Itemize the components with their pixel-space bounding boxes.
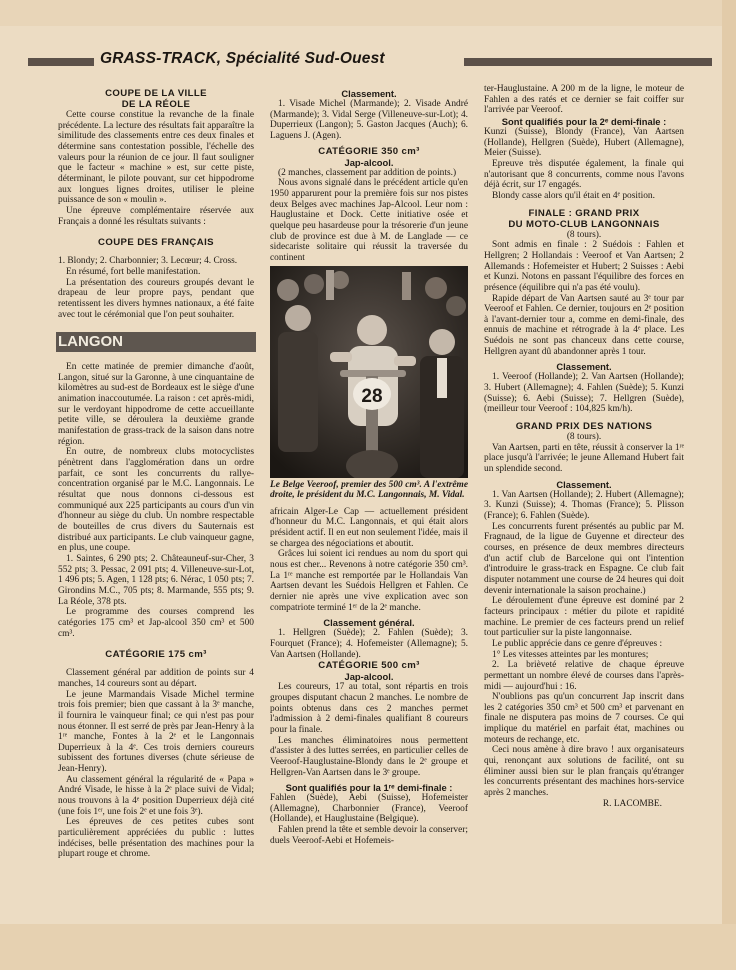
race-photo bbox=[270, 266, 468, 478]
paragraph: En cette matinée de premier dimanche d'août, Langon, situé sur la Garonne, à une cinquantaine de kilomètres au sud-est de Bordeaux est le siège d'une animation inaccoutumée. La raison : cet après-midi, sur le verdoyant hippodrome de cette accueillante petite ville, se déroulera la deuxième grande manifestation de grass-track de la saison dans notre région. bbox=[58, 362, 254, 447]
results-coupe: 1. Blondy; 2. Charbonnier; 3. Lecœur; 4. Cross. bbox=[58, 256, 238, 267]
results-175: 1. Visade Michel (Marmande); 2. Visade André (Marmande); 3. Vidal Serge (Villeneuve-sur-Lot); 4. Duperrieux (Langon); 5. Gaston Jacques (Auch); 6. Laguens J. (Agen). bbox=[270, 99, 468, 141]
section-heading-coupe: COUPE DES FRANÇAIS bbox=[98, 237, 214, 249]
results-finale: 1. Veeroof (Hollande); 2. Van Aartsen (Hollande); 3. Hubert (Allemagne); 4. Fahlen (Suède); 5. Kunzi (Suisse); 6. Aebi (Suisse); 7. Hellgren (Suède), (meilleur tour Veeroof : 104,825 km/h). bbox=[484, 372, 684, 415]
page-bottom-margin bbox=[0, 924, 736, 970]
column-2 bbox=[270, 84, 468, 846]
results-demi-finale-1: Fahlen (Suède), Aebi (Suisse), Hofemeister (Allemagne), Charbonnier (France), Veeroof (Hollande), et Hauglustaine (Belgique). bbox=[270, 793, 468, 825]
paragraph: Le public apprécie dans ce genre d'épreuves : bbox=[492, 638, 663, 649]
paragraph: Les manches éliminatoires nous permettent d'assister à des luttes serrées, en particulier celles de Veeroof-Hauglustaine-Blondy dans le 2ᵉ groupe et Hellgren-Van Aartsen dans le 3ᵉ groupe. bbox=[270, 735, 468, 778]
subheading-demi-finale-1: Sont qualifiés pour la 1ʳᵉ demi-finale : bbox=[285, 782, 453, 794]
column-1 bbox=[58, 84, 254, 860]
paragraph: Les coureurs, 17 au total, sont répartis en trois groupes disputant chacun 2 manches. Le nombre de points obtenus dans ces 2 manches permet l'admission à 2 demi-finales qualifiant 8 coureurs pour la finale. bbox=[270, 682, 468, 735]
paragraph: Blondy casse alors qu'il était en 4ᵉ position. bbox=[492, 190, 655, 201]
subheading-classement-finale: Classement. bbox=[556, 361, 612, 373]
section-heading-cat500: CATÉGORIE 500 cm³ bbox=[318, 660, 420, 672]
race-number: 28 bbox=[361, 385, 383, 407]
header-rule-right bbox=[464, 58, 712, 66]
paragraph: Ceci nous amène à dire bravo ! aux organisateurs qui, renonçant aux solutions de facilité, ont su éliminer aussi bien sur le plan français qu'étranger les concurrents présentant des machines hors-service après 2 manches. bbox=[484, 745, 684, 799]
page-title: GRASS-TRACK, Spécialité Sud-Ouest bbox=[100, 50, 385, 67]
paragraph: Sont admis en finale : 2 Suédois : Fahlen et Hellgren; 2 Hollandais : Veeroof et Van Aartsen; 2 Allemands : Hofemeister et Hubert; 2 Suisses : Aebi et Kunzi. Notons en passant l'équilibre des forces en présence (équilibre qui n'a pas été voulu). bbox=[484, 240, 684, 293]
results-grand-prix: 1. Van Aartsen (Hollande); 2. Hubert (Allemagne); 3. Kunzi (Suisse); 4. Thomas (France); 5. Plisson (France); 6. Fahlen (Suède). bbox=[484, 489, 684, 521]
paragraph: Fahlen prend la tête et semble devoir la conserver; duels Veeroof-Aebi et Hofemeis- bbox=[270, 825, 468, 846]
results-demi-finale-2: Kunzi (Suisse), Blondy (France), Van Aartsen (Hollande), Hellgren (Suède), Hubert (Allemagne), Meier (Suisse). bbox=[484, 126, 684, 159]
grand-prix-laps: (8 tours). bbox=[566, 432, 602, 443]
paragraph: N'oublions pas qu'un concurrent Jap inscrit dans les 2 catégories 350 cm³ et 500 cm³ et parvenant en finale ne disputera pas moins de 7 courses. Ce qui implique du matériel en parfait état, machines ou moteurs de rechange, etc. bbox=[484, 692, 684, 745]
section-heading-finale-2: DU MOTO-CLUB LANGONNAIS bbox=[508, 218, 660, 230]
paragraph: En résumé, fort belle manifestation. bbox=[66, 266, 201, 277]
header-rule-left bbox=[28, 58, 94, 66]
author-signature: R. LACOMBE. bbox=[602, 798, 662, 809]
page-header bbox=[28, 50, 712, 72]
paragraph: 1° Les vitesses atteintes par les montures; bbox=[492, 649, 649, 660]
paragraph: Le programme des courses comprend les catégories 175 cm³ et Jap-alcool 350 cm³ et 500 cm³. bbox=[58, 607, 254, 639]
paragraph: Cette course constitue la revanche de la finale précédente. La lecture des résultats fait apparaître la similitude des classements entre ces deux finales et détermine sans contestation possible, l'échelle des valeurs pour la réunion de ce jour. Il faut souligner que le facteur « machine » est, sur cette piste, déterminant, le pilote pouvant, sur cet hippodrome aux longues lignes droites, utiliser le pleine puissance de son « moulin ». bbox=[58, 110, 254, 206]
subheading-classement: Classement. bbox=[341, 88, 397, 99]
page-right-margin bbox=[722, 0, 736, 970]
subheading-classement-general: Classement général. bbox=[323, 617, 415, 629]
paragraph: Au classement général la régularité de « Papa » André Visade, le hisse à la 2ᵉ place suivi de Vidal; nous trouvons à la 4ᵉ position Duperrieux déjà cité (une fois 1ᵉʳ, une fois 2ᵉ et une fois 3ᵉ). bbox=[58, 774, 254, 817]
section-heading-cat175: CATÉGORIE 175 cm³ bbox=[105, 649, 207, 661]
section-heading-finale-1: FINALE : GRAND PRIX bbox=[528, 207, 640, 219]
results-350: 1. Hellgren (Suède); 2. Fahlen (Suède); 3. Fourquet (France); 4. Hofemeister (Allemagne); 5. Van Aartsen (Hollande). bbox=[270, 628, 468, 660]
section-heading-cat350: CATÉGORIE 350 cm³ bbox=[318, 145, 420, 157]
paragraph: La présentation des coureurs groupés devant le drapeau de leur propre pays, pendant que retentissent les divers hymnes nationaux, a été faite avec tout le cérémonial que l'on peut souhaiter. bbox=[58, 277, 254, 320]
section-banner-langon: LANGON bbox=[56, 332, 256, 352]
paragraph: Rapide départ de Van Aartsen sauté au 3ᵉ tour par Veeroof et Fahlen. Ce dernier, toujours en 2ᵉ position à l'avant-dernier tour a, comme en demi-finale, des ennuis de machine et rétrograde à la 4ᵉ place. Les Suédois ne sont pas chanceux dans cette course, Hellgren ayant dû abandonner après 1 tour. bbox=[484, 293, 684, 357]
paragraph: 1. Saintes, 6 290 pts; 2. Châteauneuf-sur-Cher, 3 552 pts; 3. Pessac, 2 091 pts; 4. Villeneuve-sur-Lot, 1 496 pts; 5. Agen, 1 128 pts; 6. Nérac, 1 050 pts; 7. Girondins M.C., 705 pts; 8. Marmande, 555 pts; 9. La Réole, 378 pts. bbox=[58, 553, 254, 607]
paragraph: Une épreuve complémentaire réservée aux Français a donné les résultats suivants : bbox=[58, 205, 254, 227]
column-3 bbox=[484, 84, 684, 809]
paragraph: Nous avons signalé dans le précédent article qu'en 1950 apparurent pour la première fois sur nos pistes deux Belges avec machines Jap-Alcool. Leur nom : Hauglustaine et Dock. Cette initiative osée et quelque peu hasardeuse pour la trésorerie d'un jeune club de province est due à M. de Langlade — ce sidecariste solitaire qui réussit la traversée du continent bbox=[270, 178, 468, 263]
paragraph: En outre, de nombreux clubs motocyclistes pénètrent dans l'agglomération dans un ordre parfait, ce sont les concurrents du rallye-concentration organisé par le M.C. Langonnais. Le résultat que nous donnons ci-dessous est communiqué aux 225 participants au cours d'un vin d'honneur au siège du club. Un nombre respectable de bouteilles de crus divers du Sauternais est distribué aux participants. Le club vainqueur gagne, en plus, une coupe. bbox=[58, 447, 254, 554]
paragraph: Grâces lui soient ici rendues au nom du sport qui nous est cher... Revenons à notre catégorie 350 cm³. La 1ʳᵉ manche est remportée par le Hollandais Van Aartsen devant les Suédois Hellgren et Fahlen. Ce dernier nie après une vive explication avec son compatriote terminé 1ᵉʳ de la 2ᵉ manche. bbox=[270, 549, 468, 613]
subheading-jap-alcool: Jap-alcool. bbox=[344, 156, 394, 168]
paragraph: 2. La brièveté relative de chaque épreuve permettant un nombre élevé de courses dans l'après-midi — aujourd'hui : 16. bbox=[484, 660, 684, 692]
paragraph: (2 manches, classement par addition de points.) bbox=[278, 167, 457, 178]
section-heading-reole-1: COUPE DE LA VILLE bbox=[105, 88, 207, 99]
photo-caption: Le Belge Veeroof, premier des 500 cm³. A l'extrême droite, le président du M.C. Langonnais, M. Vidal. bbox=[270, 479, 468, 501]
subheading-jap-alcool-500: Jap-alcool. bbox=[344, 671, 394, 683]
paragraph: Classement général par addition de points sur 4 manches, 14 coureurs sont au départ. bbox=[58, 668, 254, 689]
subheading-demi-finale-2: Sont qualifiés pour la 2ᵉ demi-finale : bbox=[501, 115, 667, 127]
paragraph: Le déroulement d'une épreuve est dominé par 2 facteurs principaux : métier du pilote et rapidité machine. Le premier de ces facteurs prend un relief tout particulier sur la piste langonnaise. bbox=[484, 596, 684, 639]
finale-laps: (8 tours). bbox=[566, 229, 602, 240]
subheading-classement-gp: Classement. bbox=[556, 478, 612, 490]
paragraph: Van Aartsen, parti en tête, réussit à conserver la 1ʳᵉ place jusqu'à l'arrivée; le jeune Allemand Hubert fait un splendide second. bbox=[484, 442, 684, 475]
paragraph: ter-Hauglustaine. A 200 m de la ligne, le moteur de Fahlen a des ratés et ce dernier se fait coiffer sur l'arrivée par Veeroof. bbox=[484, 84, 684, 116]
paragraph: Epreuve très disputée également, la finale qui n'autorisant que 8 concurrents, comme nous l'avons déjà écrit, sur 17 engagés. bbox=[484, 158, 684, 191]
paragraph: africain Alger-Le Cap — actuellement président d'honneur du M.C. Langonnais, et qui était alors président actif. Il en eut non seulement l'idée, mais il se chargea des négociations et aboutit. bbox=[270, 506, 468, 549]
paragraph: Les concurrents furent présentés au public par M. Fragnaud, de la ligue de Guyenne et directeur des courses, en présence de deux membres directeurs d'un actif club de Barcelone qui ont l'intention d'introduire le grass-track en Espagne. Ce club fait disputer notamment une course de 24 heures qui doit devenir internationale la saison prochaine.) bbox=[484, 521, 684, 596]
paragraph: Le jeune Marmandais Visade Michel termine trois fois premier; bien que cassant à la 3ᵉ manche, il fournira le vainqueur final; ce qui n'est pas pour nous étonner. Il est serré de près par Jean-Henry à la 1ʳᵉ manche, Fontes à la 2ᵉ et le Langonnais Duperrieux à la 4ᵉ. Ces trois derniers coureurs subissent des fortunes diverses (chute sérieuse de Jean-Henry). bbox=[58, 689, 255, 775]
section-heading-grand-prix: GRAND PRIX DES NATIONS bbox=[515, 421, 653, 433]
paragraph: Les épreuves de ces petites cubes sont particulièrement appréciées du public : luttes indécises, belle présentation des machines pour la plupart rouge et chrome. bbox=[58, 817, 254, 860]
page-top-margin bbox=[0, 0, 736, 26]
section-heading-reole-2: DE LA RÉOLE bbox=[121, 99, 191, 110]
race-photo-illustration bbox=[270, 266, 468, 478]
